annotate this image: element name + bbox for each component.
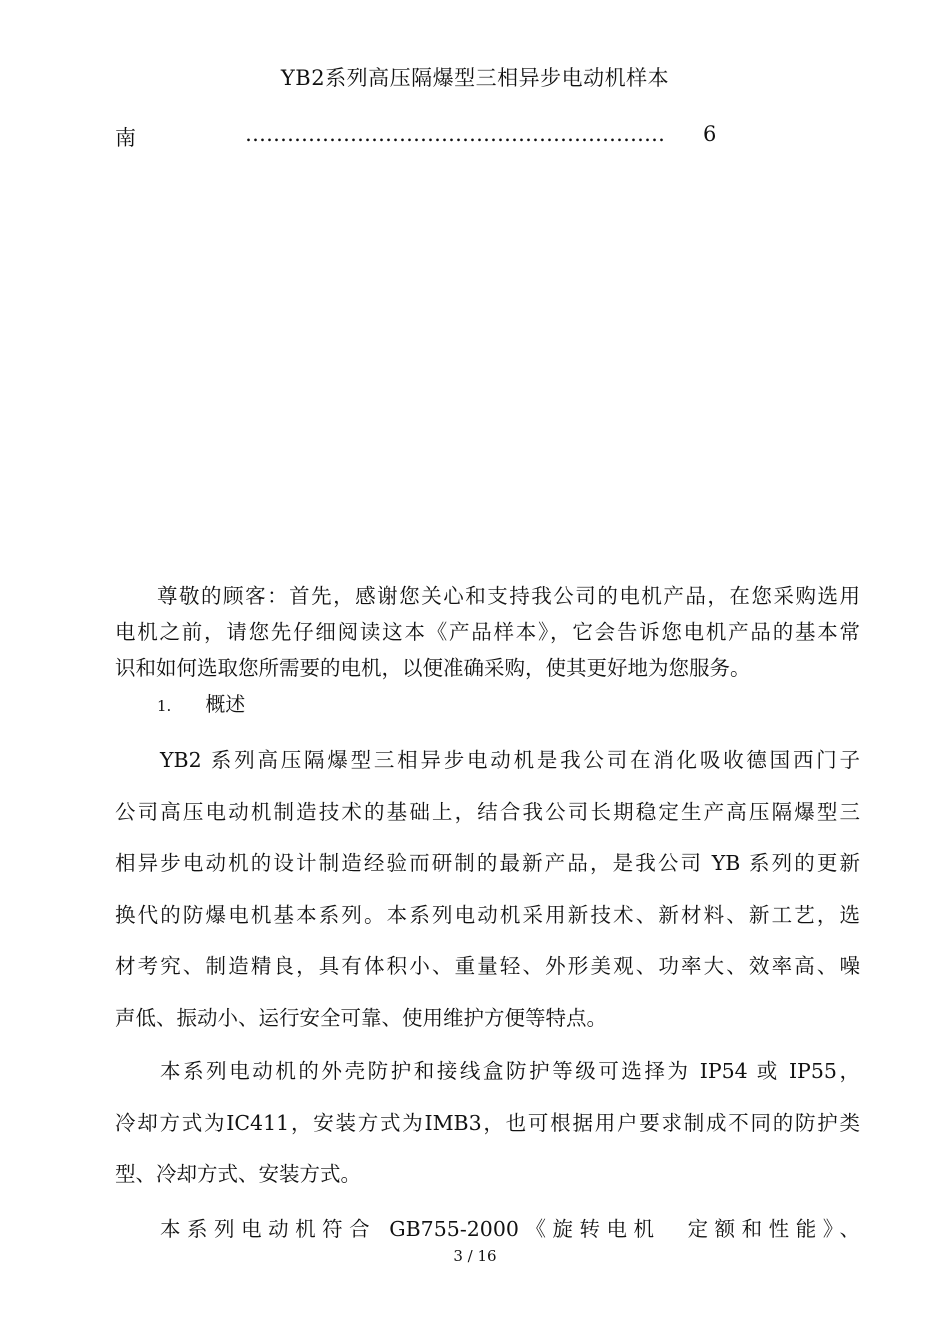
paragraph-line: 材考究、制造精良，具有体积小、重量轻、外形美观、功率大、效率高、噪 <box>115 954 860 978</box>
section-number: 1. <box>157 697 172 715</box>
intro-line: 电机之前，请您先仔细阅读这本《产品样本》，它会告诉您电机产品的基本常 <box>115 620 860 644</box>
paragraph-line: 本系列电动机的外壳防护和接线盒防护等级可选择为 IP54 或 IP55， <box>160 1059 860 1083</box>
paragraph-line: 冷却方式为IC411，安装方式为IMB3，也可根据用户要求制成不同的防护类 <box>115 1110 860 1135</box>
section-heading <box>157 688 245 717</box>
toc-entry-label: 南 <box>115 126 136 150</box>
paragraph-line: 型、冷却方式、安装方式。 <box>115 1162 361 1186</box>
intro-line: 识和如何选取您所需要的电机，以便准确采购，使其更好地为您服务。 <box>115 656 751 680</box>
protection-paragraph <box>115 1046 860 1201</box>
paragraph-line: YB2 系列高压隔爆型三相异步电动机是我公司在消化吸收德国西门子 <box>160 748 860 772</box>
toc-entry[interactable] <box>115 122 735 152</box>
intro-line: 尊敬的顾客：首先，感谢您关心和支持我公司的电机产品，在您采购选用 <box>157 584 860 608</box>
section-title: 概述 <box>205 692 246 716</box>
standards-paragraph <box>115 1211 860 1247</box>
paragraph-line: 公司高压电动机制造技术的基础上，结合我公司长期稳定生产高压隔爆型三 <box>115 799 860 824</box>
paragraph-line: 声低、振动小、运行安全可靠、使用维护方便等特点。 <box>115 1005 607 1030</box>
page-header-title: YB2系列高压隔爆型三相异步电动机样本 <box>280 66 670 90</box>
paragraph-line: 换代的防爆电机基本系列。本系列电动机采用新技术、新材料、新工艺，选 <box>115 902 860 927</box>
intro-paragraph <box>115 578 860 686</box>
toc-leader-dots: …………………………………………………… <box>245 122 665 146</box>
toc-page-number: 6 <box>703 122 717 146</box>
paragraph-line: 本系列电动机符合 GB755-2000《旋转电机 定额和性能》、 <box>160 1217 860 1241</box>
page-indicator: 3 / 16 <box>453 1247 497 1265</box>
overview-paragraph <box>115 735 860 1044</box>
paragraph-line: 相异步电动机的设计制造经验而研制的最新产品，是我公司 YB 系列的更新 <box>115 851 860 875</box>
